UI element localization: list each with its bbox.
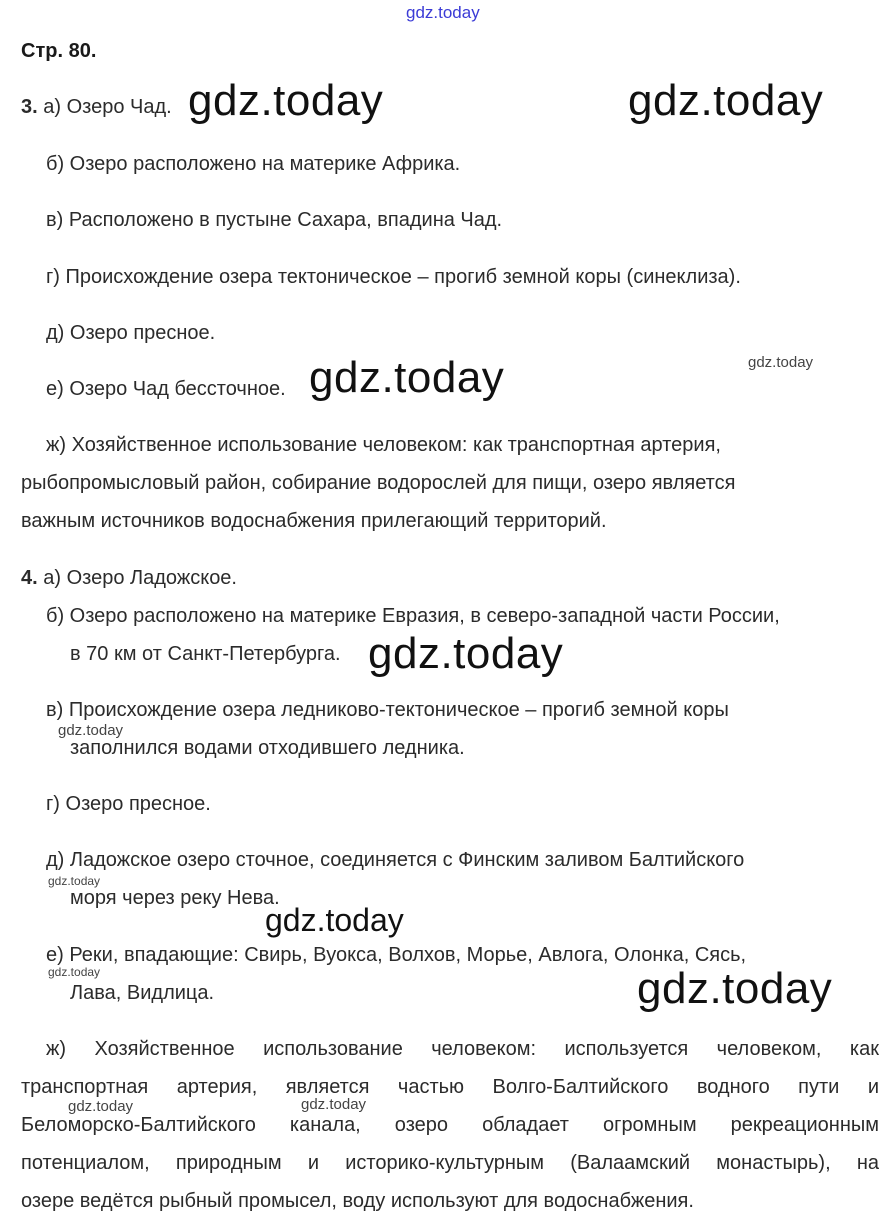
task-3-item-zh-line: важным источников водоснабжения прилегающий территорий. xyxy=(21,510,607,532)
task-4-item-b-line: в 70 км от Санкт-Петербурга. xyxy=(70,643,341,665)
watermark: gdz.today xyxy=(309,353,505,402)
page-title: Стр. 80. xyxy=(21,40,97,62)
task-number: 3. xyxy=(21,96,38,118)
task-4-item-zh-line: транспортная артерия, является частью Волго-Балтийского водного пути и xyxy=(21,1076,879,1098)
watermark: gdz.today xyxy=(748,354,814,371)
task-4-item-e-line: е) Реки, впадающие: Свирь, Вуокса, Волхов, Морье, Авлога, Олонка, Сясь, xyxy=(46,944,747,966)
task-3-item-zh-line: ж) Хозяйственное использование человеком: как транспортная артерия, xyxy=(46,434,721,456)
watermark: gdz.today xyxy=(265,902,404,938)
task-4-item-d-line: д) Ладожское озеро сточное, соединяется с Финским заливом Балтийского xyxy=(46,849,745,871)
watermark-top: gdz.today xyxy=(406,3,480,22)
task-3-item-e: е) Озеро Чад бессточное. xyxy=(46,378,286,400)
watermark: gdz.today xyxy=(188,76,384,125)
task-4-item-zh-line: потенциалом, природным и историко-культурным (Валаамский монастырь), на xyxy=(21,1152,879,1174)
watermark: gdz.today xyxy=(301,1096,367,1113)
watermark: gdz.today xyxy=(368,629,564,678)
task-4-item-v-line: заполнился водами отходившего ледника. xyxy=(70,737,465,759)
task-4-item-e-line: Лава, Видлица. xyxy=(70,982,215,1004)
watermark: gdz.today xyxy=(628,76,824,125)
task-4-item-zh-line: ж) Хозяйственное использование человеком: используется человеком, как xyxy=(46,1038,879,1060)
task-3-item-g: г) Происхождение озера тектоническое – прогиб земной коры (синеклиза). xyxy=(46,266,741,288)
task-4-item-a xyxy=(21,566,237,590)
answer-text: а) Озеро Ладожское. xyxy=(43,567,237,589)
task-3-item-b: б) Озеро расположено на материке Африка. xyxy=(46,153,461,175)
watermark: gdz.today xyxy=(637,964,833,1013)
watermark: gdz.today xyxy=(48,965,101,979)
task-3-item-d: д) Озеро пресное. xyxy=(46,322,216,344)
task-4-item-d-line: моря через реку Нева. xyxy=(70,887,280,909)
task-4-item-v-line: в) Происхождение озера ледниково-тектоническое – прогиб земной коры xyxy=(46,699,729,721)
answer-text: а) Озеро Чад. xyxy=(43,96,172,118)
task-4-item-b-line: б) Озеро расположено на материке Евразия, в северо-западной части России, xyxy=(46,605,780,627)
task-4-item-g: г) Озеро пресное. xyxy=(46,793,211,815)
task-3-item-v: в) Расположено в пустыне Сахара, впадина Чад. xyxy=(46,209,503,231)
task-4-item-zh-line: озере ведётся рыбный промысел, воду используют для водоснабжения. xyxy=(21,1190,694,1212)
watermark: gdz.today xyxy=(68,1098,134,1115)
task-3-item-a xyxy=(21,95,172,119)
task-3-item-zh-line: рыбопромысловый район, собирание водорослей для пищи, озеро является xyxy=(21,472,736,494)
task-4-item-zh-line: Беломорско-Балтийского канала, озеро обладает огромным рекреационным xyxy=(21,1114,879,1136)
watermark: gdz.today xyxy=(48,874,101,888)
task-number: 4. xyxy=(21,567,38,589)
watermark: gdz.today xyxy=(58,722,124,739)
